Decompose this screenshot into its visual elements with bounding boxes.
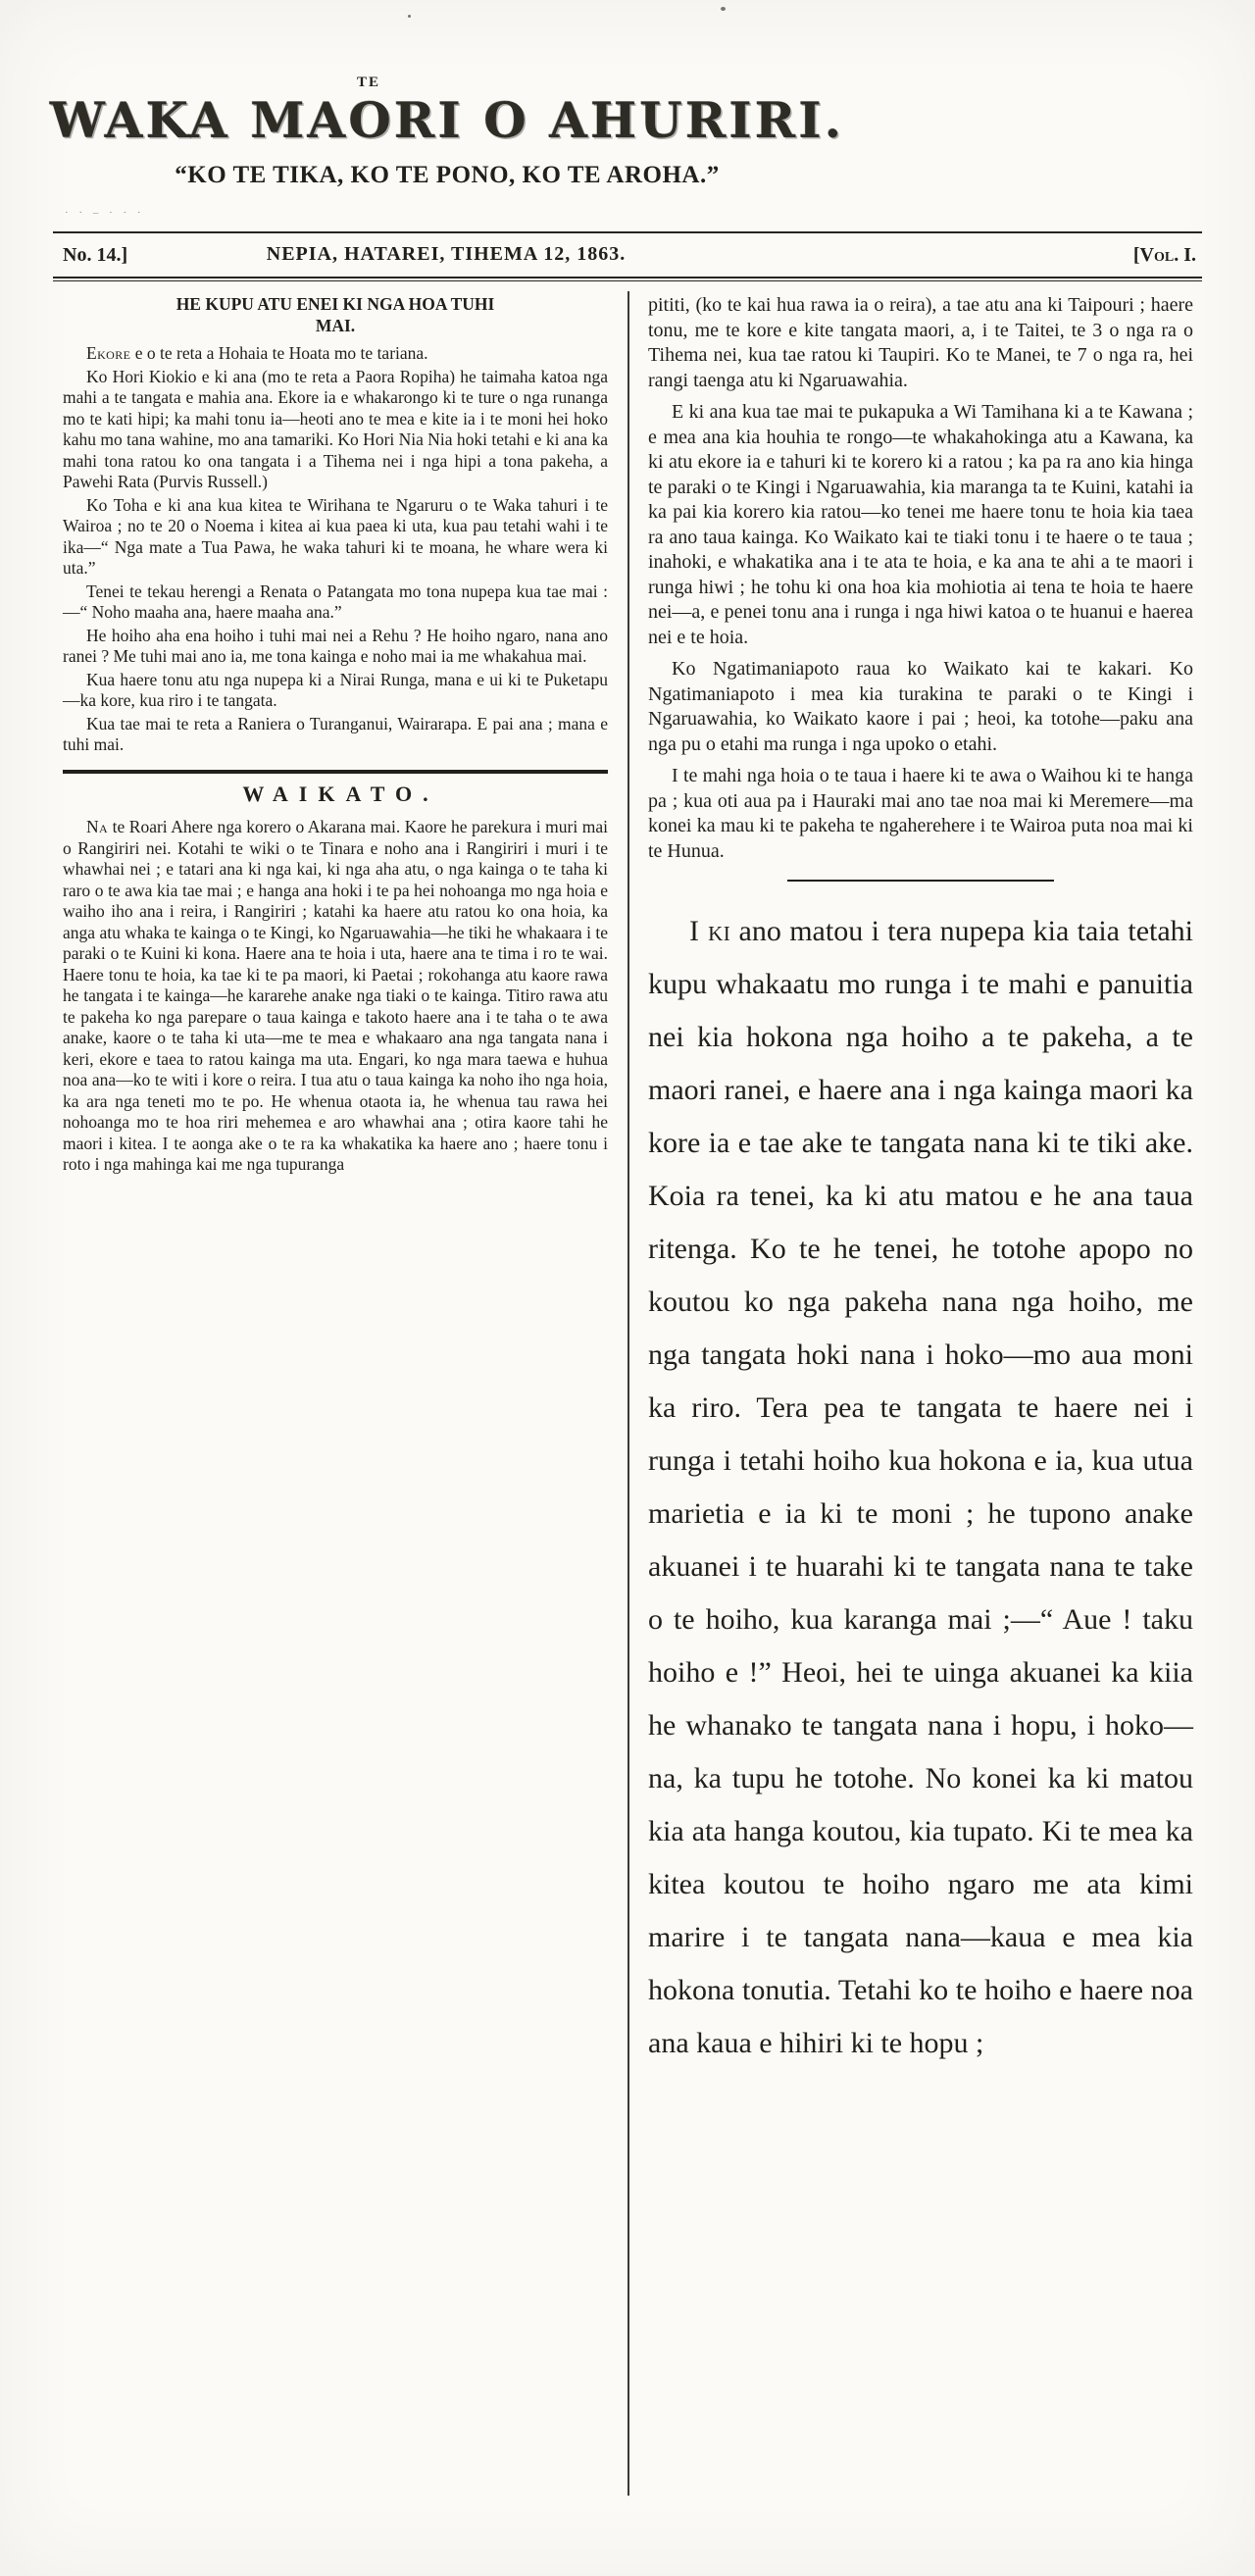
- column-divider-rule: [628, 291, 629, 2496]
- paragraph-lead: Ekore: [86, 343, 131, 363]
- header-rule: [53, 231, 1202, 233]
- letter-note: Kua haere tonu atu nga nupepa ki a Nirai Runga, mana e ui ki te Puketapu—ka kore, kua riro i te tangata.: [63, 669, 608, 710]
- issue-number: No. 14.]: [63, 244, 128, 266]
- waikato-continued-paragraph: pititi, (ko te kai hua rawa ia o reira), a tae atu ana ki Taipouri ; haere tonu, me te kore e kite tangata maori, a, i te Taitei, te 3 o nga ra o Tihema nei, kua tae ratou ki Taupiri. Ko te Manei, te 7 o nga ra, hei rangi taenga atu ki Ngaruawahia.: [648, 294, 1193, 391]
- notice-paragraph: [648, 905, 1193, 2070]
- letter-note: Tenei te tekau herengi a Renata o Patangata mo tona nupepa kua tae mai :—“ Noho maaha ana, haere maaha ana.”: [63, 581, 608, 622]
- section-divider-rule: [63, 770, 608, 774]
- waikato-continued-paragraph: Ko Ngatimaniapoto raua ko Waikato kai te kakari. Ko Ngatimaniapoto i mea kia turakina te paraki o te Kingi i Ngaruawahia, ko Waikato kaore i pai ; heoi, ka totohe—paku ana nga pu o etahi ma runga i nga upoko o etahi.: [648, 658, 1193, 755]
- dateline-text: NEPIA, HATAREI, TIHEMA 12, 1863.: [266, 243, 627, 265]
- letter-note: Ko Hori Kiokio e ki ana (mo te reta a Paora Ropiha) he taimaha katoa nga mahi a te tangata e mahia ana. Ekore ia e whakarongo ki te ture o nga runanga mo te kati hipi; ka mahi tonu ia—heoti ano te mea e kite ia i te moni hei hoko kahu mo tana wahine, mo ana tamariki. Ko Hori Nia Nia hoki tetahi e ki ana ka mahi tona ratou ko ona tangata i a Tihema nei i nga hipi a tona pakeha, a Pawehi Rata (Purvis Russell.): [63, 366, 608, 491]
- dateline-rule: [53, 277, 1202, 281]
- waikato-paragraph: [63, 817, 608, 1176]
- waikato-heading: WAIKATO.: [242, 781, 439, 806]
- letters-heading: [63, 293, 608, 336]
- letter-note: He hoiho aha ena hoiho i tuhi mai nei a Rehu ? He hoiho ngaro, nana ano ranei ? Me tuhi mai ano ia, me tona kainga e noho mai ia me whakahua mai.: [63, 625, 608, 666]
- waikato-continued: [648, 293, 1193, 864]
- paragraph-lead: I ki: [689, 915, 731, 947]
- horse-notice-article: [648, 905, 1193, 2070]
- waikato-continued-paragraph: I te mahi nga hoia o te taua i haere ki te awa o Waihou ki te hanga pa ; kua oti aua pa i Hauraki mai ano tae noa mai ki Meremere—ma konei ka mau ki te pakeha te ngaherehere i te Wairoa puta noa mai ki te Hunua.: [648, 765, 1193, 862]
- volume-number: [Vol. I.: [1132, 244, 1196, 266]
- dateline-row: [53, 239, 1202, 273]
- masthead-title: WAKA MAORI O AHURIRI.: [49, 91, 845, 149]
- masthead: [49, 75, 845, 189]
- masthead-motto: “KO TE TIKA, KO TE PONO, KO TE AROHA.”: [175, 162, 720, 188]
- letter-note: [63, 343, 608, 365]
- masthead-overline: TE: [356, 75, 380, 90]
- right-column: [648, 293, 1193, 2072]
- scan-speck: [721, 7, 726, 11]
- paragraph-lead: Na: [86, 817, 109, 836]
- ink-marks: · · – · · ·: [65, 207, 145, 219]
- paragraph-text: e o te reta a Hohaia te Hoata mo te tariana.: [130, 343, 428, 363]
- article-divider-rule: [787, 880, 1054, 882]
- letter-note: Ko Toha e ki ana kua kitea te Wirihana te Ngaruru o te Waka tahuri i te Wairoa ; no te 20 o Noema i kitea ai kua paea ki uta, kua pau tetahi wahi i te ika—“ Nga mate a Tua Pawa, he waka tahuri ki te moana, he whare wera ki uta.”: [63, 494, 608, 578]
- scan-speck: [408, 15, 411, 18]
- paragraph-text: ano matou i tera nupepa kia taia tetahi kupu whakaatu mo runga i te mahi e panuitia nei kia hokona nga hoiho a te pakeha, a te maori ranei, e haere ana i nga kainga maori ka kore ia e tae ake te tangata nana ki te tiki ake. Koia ra tenei, ka ki atu matou e he ana taua ritenga. Ko te he tenei, he totohe apopo no koutou ko nga pakeha nana nga hoiho, me nga tangata hoki nana i hoko—mo aua moni ka riro. Tera pea te tangata te haere nei i runga i tetahi hoiho kua hokona e ia, kua utua marietia e ia ki te moni ; he tupono anake akuanei i te huarahi ki te tangata nana te take o te hoiho, kua karanga mai ;—“ Aue ! taku hoiho e !” Heoi, hei te uinga akuanei ka kiia he whanako te tangata nana i hopu, i hoko—na, ka tupu he totohe. No konei ka ki matou kia ata hanga koutou, kia tupato. Ki te mea ka kitea koutou te hoiho ngaro me ata kimi marire i te tangata nana—kaua e mea kia hokona tonutia. Tetahi ko te hoiho e haere noa ana kaua e hihiri ki te hopu ;: [648, 915, 1194, 2059]
- paragraph-text: te Roari Ahere nga korero o Akarana mai. Kaore he parekura i muri mai o Rangiriri nei. Kotahi te wiki o te Tinara e noho ana i Rangiriri i muri i te whawhai nei ; e tatari ana ki nga kai, ki nga aha atu, o nga kainga o te taha ki raro o te awa kia tae mai ; e hanga ana hoki i te pa hei nohoanga mo nga hoia e waiho iho ana i reira, i Rangiriri ; katahi ka haere atu ratou ko ona hoia, ka anga atu whaka te kainga o te Kingi, ko Ngaruawahia—he tiki he whakaara i te paraki o te Kuini ki kona. Haere ana te hoia i uta, haere ana te tima i ro te wai. Haere tonu te hoia, ka tae ki te pa maori, ki Paetai ; rokohanga atu kaore rawa he tangata i te kainga—he kararehe anake nga tiaki o te kainga. Titiro rawa atu te pakeha ko nga parepare o taua kainga e takoto haere ana i te taha o te awa anake, kaore o te taha ki uta—me te mea e whakaaro ana nga tangata nana i keri, ekore e taea to ratou kainga ma uta. Engari, ko nga mara taewa e huhua noa ana—ko te witi i kore o reira. I tua atu o taua kainga ka noho iho nga hoia, ka ara nga teneti mo te po. He whenua otaota ia, he whenua tau rawa hei nohoanga mo te hoa riri mehemea e aro whawhai ana ; otira kaore tahi he maori i kitea. I te aonga ake o te ra ka whakatika ka haere ano ; haere tonu i roto i nga mahinga kai me nga tupuranga: [63, 817, 608, 1174]
- waikato-continued-paragraph: E ki ana kua tae mai te pukapuka a Wi Tamihana ki a te Kawana ; e mea ana kia houhia te rongo—te whakahokinga atu a Kawana, ka ki atu ekore ia e tahuri ki te korero ki a ratou ; ka pa ra ano kia hinga te paraki o te Kingi i Ngaruawahia, kia maranga ta te Kuini, katahi ia ka pai kia korero kia ratou—ko tenei me haere tonu te hoia kia taea ra ano taua kainga. Ko Waikato kai te tiaki tonu i te haere o te taua ; inahoki, e whakatika ana i te ata te hoia, e ka ana te ahi a te maori i runga hiwi ; he tohu ki ona hoa kia mohiotia ai tena te hoia te haere nei—a, e penei tonu ana i runga i nga hiwi katoa o te huanui e haerea nei e te hoia.: [648, 401, 1193, 648]
- letter-note: Kua tae mai te reta a Raniera o Turanganui, Wairarapa. E pai ana ; mana e tuhi mai.: [63, 713, 608, 754]
- letters-heading-line2: MAI.: [315, 316, 356, 335]
- left-column: [63, 293, 608, 1178]
- letters-heading-line1: HE KUPU ATU ENEI KI NGA HOA TUHI: [176, 294, 495, 314]
